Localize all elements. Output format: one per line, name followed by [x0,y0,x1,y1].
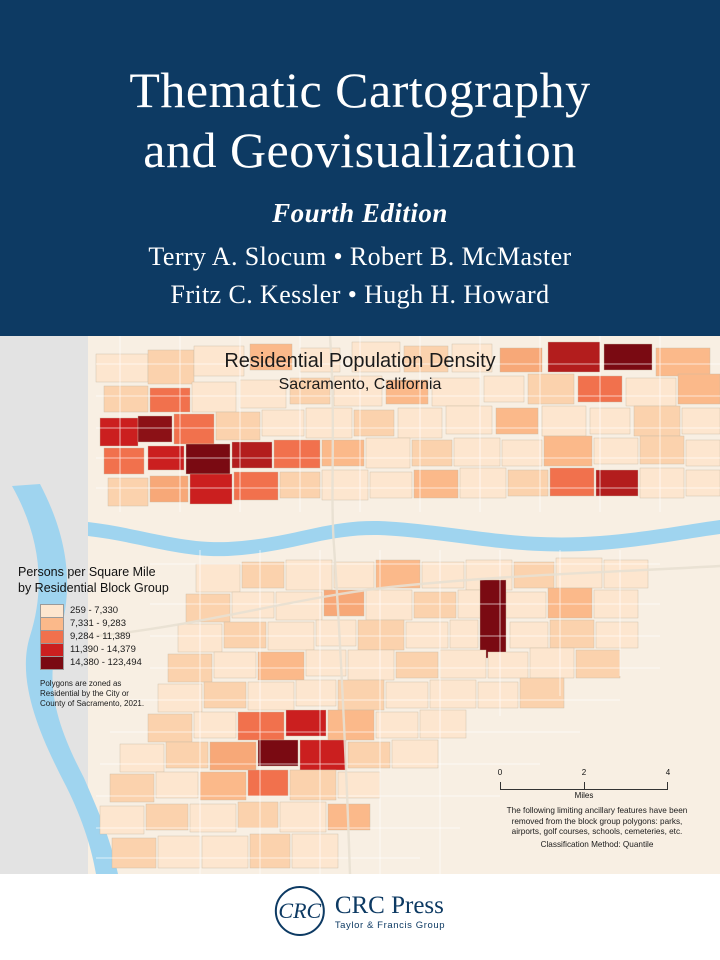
publisher-group: Taylor & Francis Group [334,919,446,931]
publisher-name: CRC Press [334,891,444,919]
book-title-line-2: and Geovisualization [143,122,577,178]
legend-item [18,630,188,643]
legend-swatch-icon [40,604,64,618]
legend-swatch-icon [40,617,64,631]
map-footnote-line-1: The following limiting ancillary features have been [506,806,688,815]
legend-item [18,604,188,617]
map-legend [18,564,188,709]
map-title-block [120,348,600,396]
legend-title-line-2: by Residential Block Group [18,581,169,595]
map-footnote [486,806,708,850]
cover-map [0,336,720,874]
legend-label: 9,284 - 11,389 [70,631,131,642]
book-authors [0,238,720,314]
map-title: Residential Population Density [224,350,496,372]
authors-line-2: Fritz C. Kessler • Hugh H. Howard [170,280,550,309]
scalebar-ticks [497,768,671,782]
legend-label: 259 - 7,330 [70,605,119,616]
authors-line-1: Terry A. Slocum • Robert B. McMaster [148,242,572,271]
crc-logo-icon: CRC [275,886,325,936]
legend-note [40,679,170,709]
scalebar-tick-max: 4 [665,768,671,777]
map-footnote-line-3: airports, golf courses, schools, cemeteries, etc. [511,827,683,836]
legend-note-line-1: Polygons are zoned as [40,679,122,688]
scalebar-tick-0: 0 [497,768,503,777]
legend-swatch-icon [40,656,64,670]
legend-label: 7,331 - 9,283 [70,618,126,629]
book-edition: Fourth Edition [272,198,448,228]
map-footnote-line-2: removed from the block group polygons: parks, [511,816,683,826]
legend-swatch-icon [40,630,64,644]
legend-title-line-1: Persons per Square Mile [18,565,156,579]
legend-item [18,656,188,669]
publisher-block [0,874,720,960]
book-title-block [0,60,720,229]
scalebar-line [500,782,668,790]
legend-item [18,617,188,630]
book-title-line-1: Thematic Cartography [129,62,591,118]
legend-title [18,564,188,596]
legend-note-line-2: Residential by the City or [40,689,129,698]
map-classification-method: Classification Method: Quantile [540,839,654,849]
legend-item [18,643,188,656]
legend-note-line-3: County of Sacramento, 2021. [40,699,145,708]
map-scalebar [497,768,671,800]
scalebar-units: Miles [574,791,594,800]
scalebar-tick-mid: 2 [581,768,587,777]
legend-label: 14,380 - 123,494 [70,657,142,668]
map-subtitle: Sacramento, California [278,376,442,393]
legend-swatch-icon [40,643,64,657]
legend-label: 11,390 - 14,379 [70,644,136,655]
